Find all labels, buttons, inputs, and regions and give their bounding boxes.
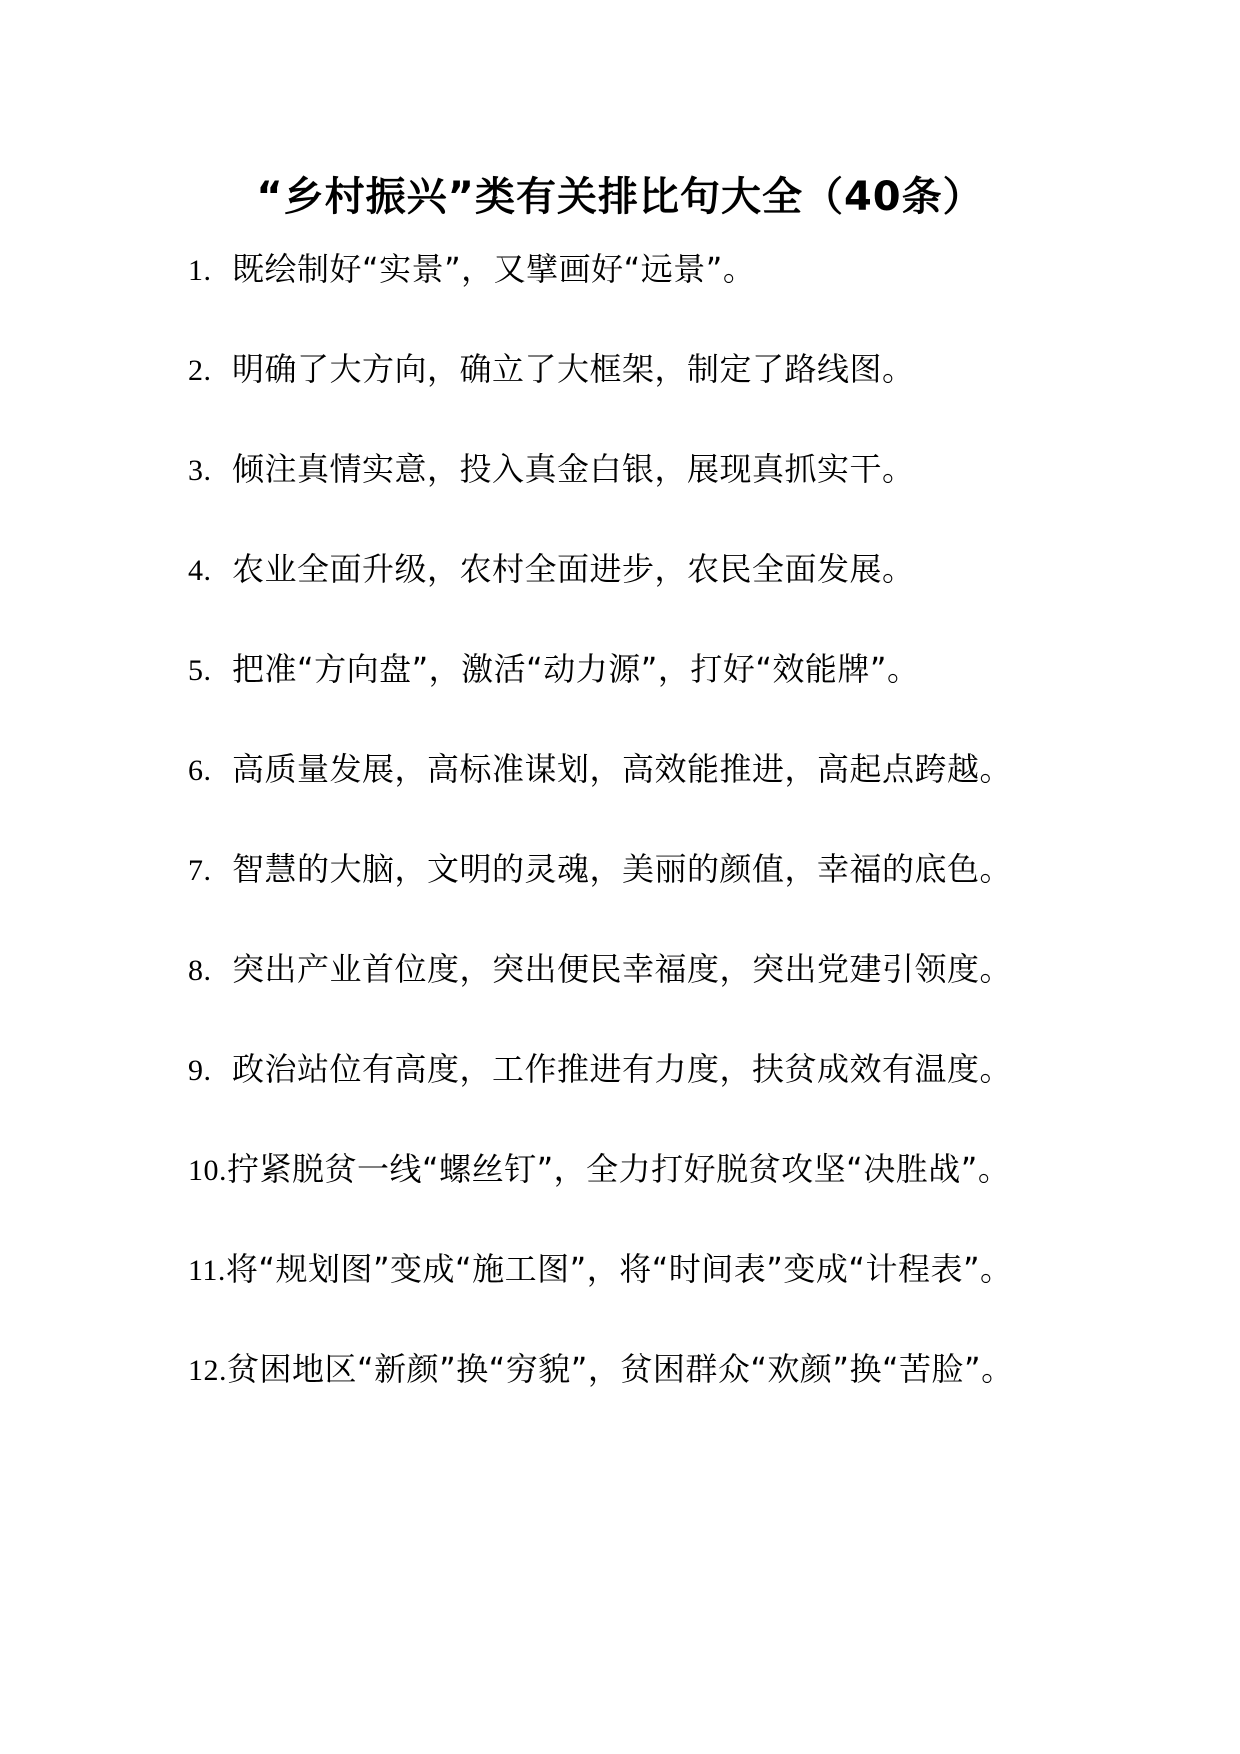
item-text: 明确了大方向，确立了大框架，制定了路线图。	[232, 350, 915, 388]
list-item	[188, 1136, 1058, 1204]
item-number: 9.	[188, 1054, 212, 1087]
item-number: 12.	[188, 1354, 227, 1387]
item-number: 10.	[188, 1154, 227, 1187]
item-number: 2.	[188, 354, 212, 387]
list-item	[188, 1336, 1058, 1404]
item-text: 贫困地区“新颜”换“穷貌”，贫困群众“欢颜”换“苦脸”。	[227, 1350, 1014, 1388]
item-text: 高质量发展，高标准谋划，高效能推进，高起点跨越。	[232, 750, 1013, 788]
item-number: 6.	[188, 754, 212, 787]
item-text: 既绘制好“实景”，又擘画好“远景”。	[232, 250, 756, 288]
item-number: 1.	[188, 254, 212, 287]
list-item	[188, 336, 1058, 404]
list-item	[188, 436, 1058, 504]
list-item	[188, 736, 1058, 804]
document-title: “乡村振兴”类有关排比句大全（40条）	[256, 174, 984, 220]
list-item	[188, 936, 1058, 1004]
item-text: 将“规划图”变成“施工图”，将“时间表”变成“计程表”。	[225, 1250, 1013, 1288]
item-text: 智慧的大脑，文明的灵魂，美丽的颜值，幸福的底色。	[232, 850, 1013, 888]
list-item	[188, 536, 1058, 604]
item-text: 倾注真情实意，投入真金白银，展现真抓实干。	[232, 450, 915, 488]
item-number: 3.	[188, 454, 212, 487]
item-number: 8.	[188, 954, 212, 987]
item-number: 4.	[188, 554, 212, 587]
item-text: 突出产业首位度，突出便民幸福度，突出党建引领度。	[232, 950, 1013, 988]
list-item	[188, 236, 1058, 304]
list-item	[188, 836, 1058, 904]
item-text: 拧紧脱贫一线“螺丝钉”，全力打好脱贫攻坚“决胜战”。	[227, 1150, 1011, 1188]
item-text: 把准“方向盘”，激活“动力源”，打好“效能牌”。	[232, 650, 920, 688]
list-item	[188, 1236, 1058, 1304]
item-number: 7.	[188, 854, 212, 887]
item-text: 农业全面升级，农村全面进步，农民全面发展。	[232, 550, 915, 588]
item-number: 5.	[188, 654, 212, 687]
list-item	[188, 636, 1058, 704]
sentence-list	[188, 236, 1058, 1436]
list-item	[188, 1036, 1058, 1104]
item-text: 政治站位有高度，工作推进有力度，扶贫成效有温度。	[232, 1050, 1013, 1088]
item-number: 11.	[188, 1254, 226, 1287]
